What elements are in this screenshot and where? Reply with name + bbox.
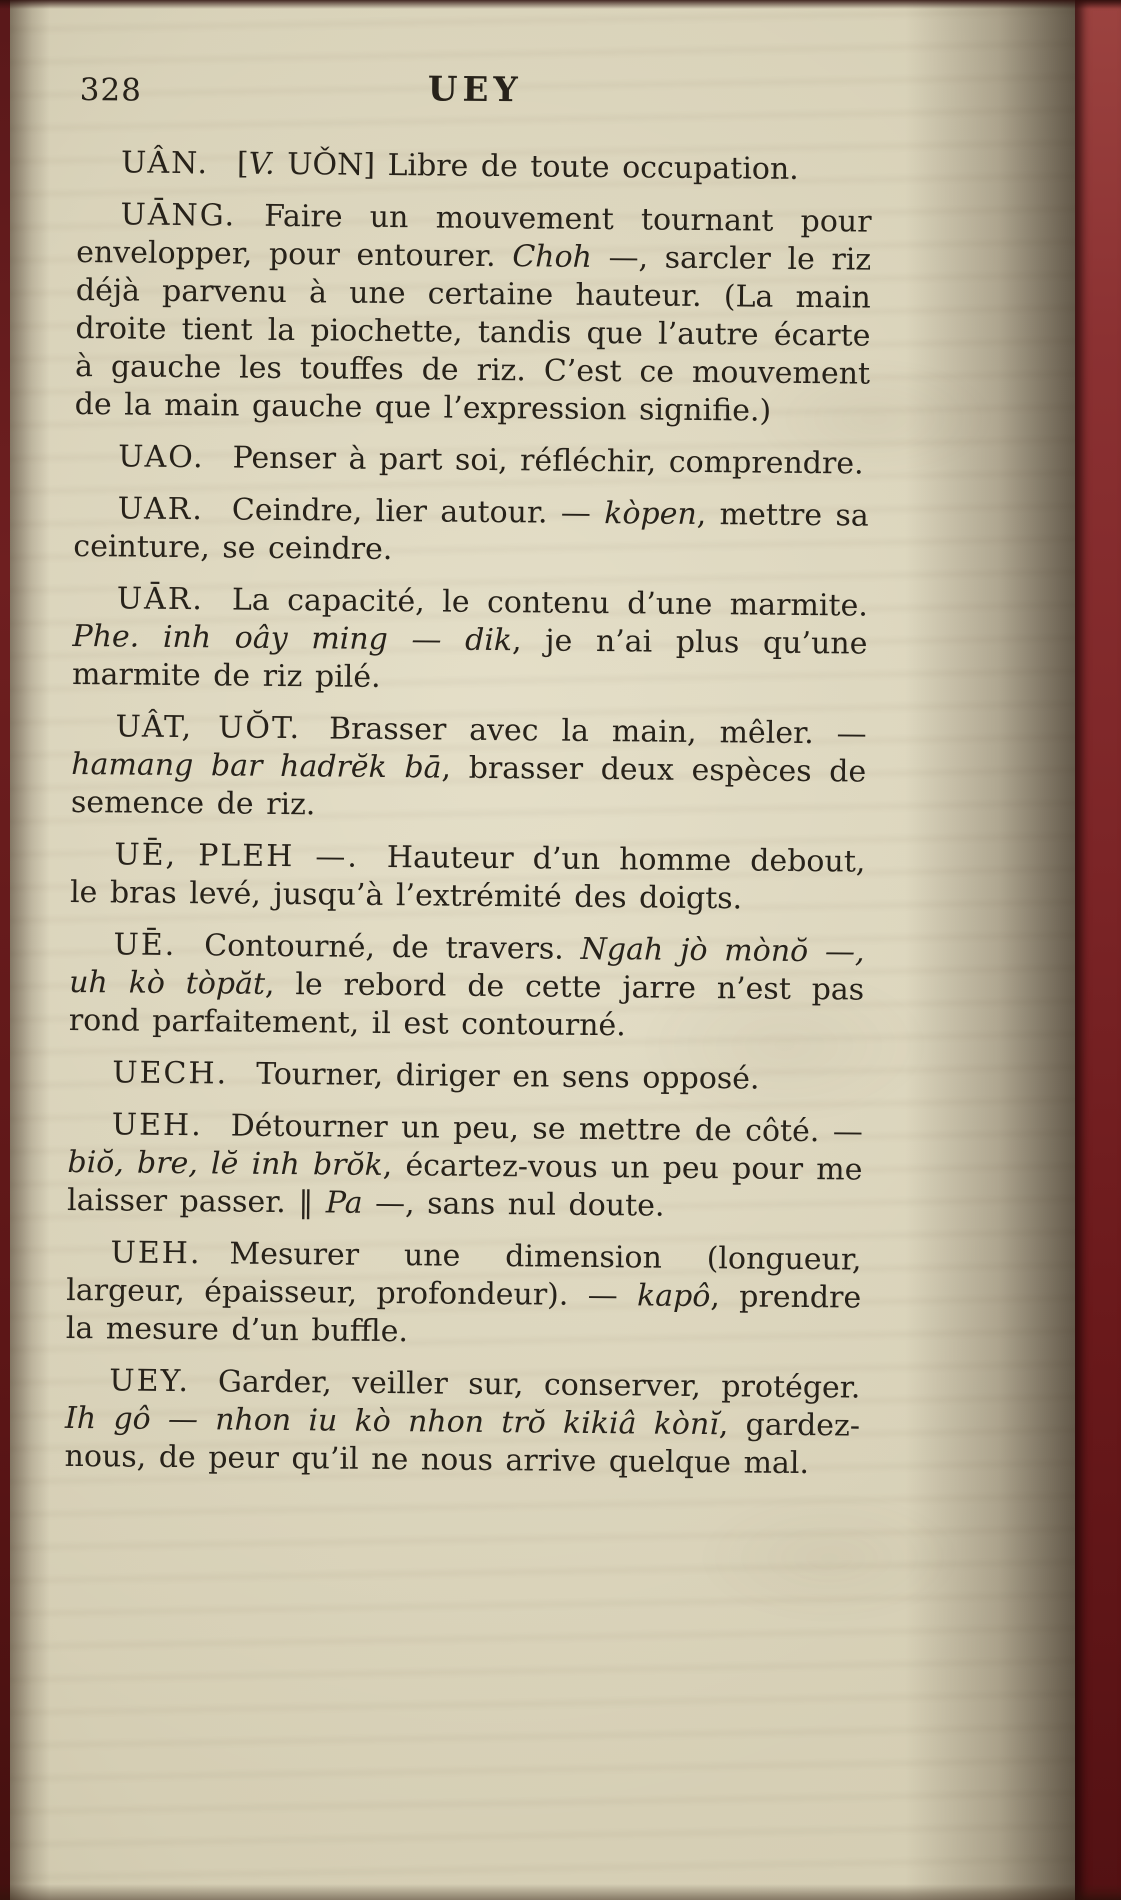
- entry-text: Penser à part soi, réfléchir, comprendre.: [232, 440, 864, 482]
- entry-text: Mesurer une dimension (longueur, largeur, épaisseur, profondeur). —: [66, 1236, 862, 1314]
- dictionary-entry: [68, 1054, 863, 1100]
- dictionary-entry: [69, 926, 865, 1048]
- entry-example-text: Phe. inh oây ming — dik: [72, 618, 513, 659]
- entry-headword: UAO.: [118, 439, 205, 476]
- entry-example-text: kòpen: [604, 496, 697, 532]
- top-book-edge: [0, 0, 1121, 9]
- entry-headword: UĒ.: [113, 927, 177, 963]
- entry-headword: UAR.: [117, 491, 205, 528]
- entry-text: Hauteur d’un homme debout, le bras levé, jusqu’à l’extrémité des doigts.: [69, 840, 866, 917]
- dictionary-entry: [64, 1362, 860, 1484]
- dictionary-entry: [74, 438, 869, 484]
- entry-headword: UĒ, PLEH —.: [114, 837, 360, 875]
- entry-text: Contourné, de travers.: [204, 928, 581, 967]
- entry-example-text: V.: [248, 146, 275, 182]
- right-cover-edge: [1075, 0, 1121, 1900]
- entry-headword: UÂN.: [120, 145, 210, 182]
- entry-headword: UECH.: [112, 1055, 229, 1092]
- entry-text: , mettre sa ceinture, se ceindre.: [73, 496, 869, 568]
- entry-text: , brasser deux espèces de semence de riz.: [70, 750, 867, 823]
- entry-example-text: kapô: [636, 1278, 711, 1315]
- running-head: UEY: [427, 69, 523, 111]
- dictionary-entry: [66, 1234, 862, 1356]
- dictionary-entry: [67, 1106, 863, 1228]
- entry-example-text: Ih gô — nhon iu kò nhon trŏ kikiâ kònĭ: [64, 1400, 720, 1443]
- entry-text: UǑN] Libre de toute occupation.: [274, 146, 799, 187]
- entry-headword: UĀR.: [116, 581, 205, 618]
- entry-text: [: [236, 146, 249, 182]
- entry-headword: UEY.: [109, 1363, 191, 1400]
- entry-text: , le rebord de cette jarre n’est pas rond parfaitement, il est contourné.: [68, 966, 865, 1044]
- entry-text: Tourner, diriger en sens opposé.: [255, 1056, 760, 1097]
- entry-text: , je n’ai plus qu’une marmite de riz pilé.: [71, 623, 868, 695]
- dictionary-entry: [72, 580, 868, 702]
- entry-text: , prendre la mesure d’un buffle.: [65, 1279, 862, 1350]
- entry-text: —, sans nul doute.: [362, 1185, 665, 1224]
- entry-text: Brasser avec la main, mêler. —: [328, 711, 867, 752]
- entry-text: Ceindre, lier autour. —: [231, 492, 605, 532]
- page-text-block: [64, 64, 873, 1498]
- dictionary-entries: [64, 144, 872, 1484]
- left-page-shadow: [10, 0, 50, 1900]
- dictionary-entry: [73, 490, 869, 574]
- left-binding-edge: [0, 0, 10, 1900]
- page-number: 328: [79, 72, 143, 109]
- dictionary-entry: [71, 708, 867, 830]
- bottom-book-edge: [0, 1884, 1121, 1900]
- entry-example-text: hamang bar hadrĕk bā: [71, 746, 442, 786]
- entry-example-text: Ngah jò mònŏ —, uh kò tòpăt: [69, 931, 865, 1002]
- dictionary-entry: [70, 836, 866, 920]
- entry-headword: UEH.: [111, 1107, 203, 1144]
- entry-text: La capacité, le contenu d’une marmite.: [231, 582, 869, 624]
- entry-headword: UEH.: [110, 1235, 202, 1272]
- entry-example-text: biŏ, bre, lĕ inh brŏk: [67, 1144, 383, 1183]
- entry-example-text: Pa: [325, 1185, 363, 1221]
- dictionary-entry: [77, 144, 872, 190]
- entry-headword: UĀNG.: [120, 197, 237, 234]
- entry-example-text: Choh: [512, 239, 593, 275]
- right-page-shadow: [905, 0, 1075, 1900]
- entry-text: , écartez-vous un peu pour me laisser passer. ‖: [66, 1147, 863, 1221]
- page-header: [77, 64, 873, 134]
- entry-text: , gardez-nous, de peur qu’il ne nous arrive quelque mal.: [64, 1407, 861, 1482]
- entry-text: Faire un mouvement tournant pour envelopper, pour entourer.: [76, 198, 872, 275]
- entry-text: —, sarcler le riz déjà parvenu à une certaine hauteur. (La main droite tient la piochette, tandis que l’autre écarte à gauche les touffes de riz. C’est ce mouvement de la main gauche que l’expression signifie.): [74, 239, 872, 429]
- entry-text: Garder, veiller sur, conserver, protéger.: [217, 1364, 861, 1406]
- entry-text: Détourner un peu, se mettre de côté. —: [230, 1108, 863, 1150]
- entry-headword: UÂT, UŎT.: [115, 709, 302, 747]
- dictionary-entry: [75, 196, 872, 432]
